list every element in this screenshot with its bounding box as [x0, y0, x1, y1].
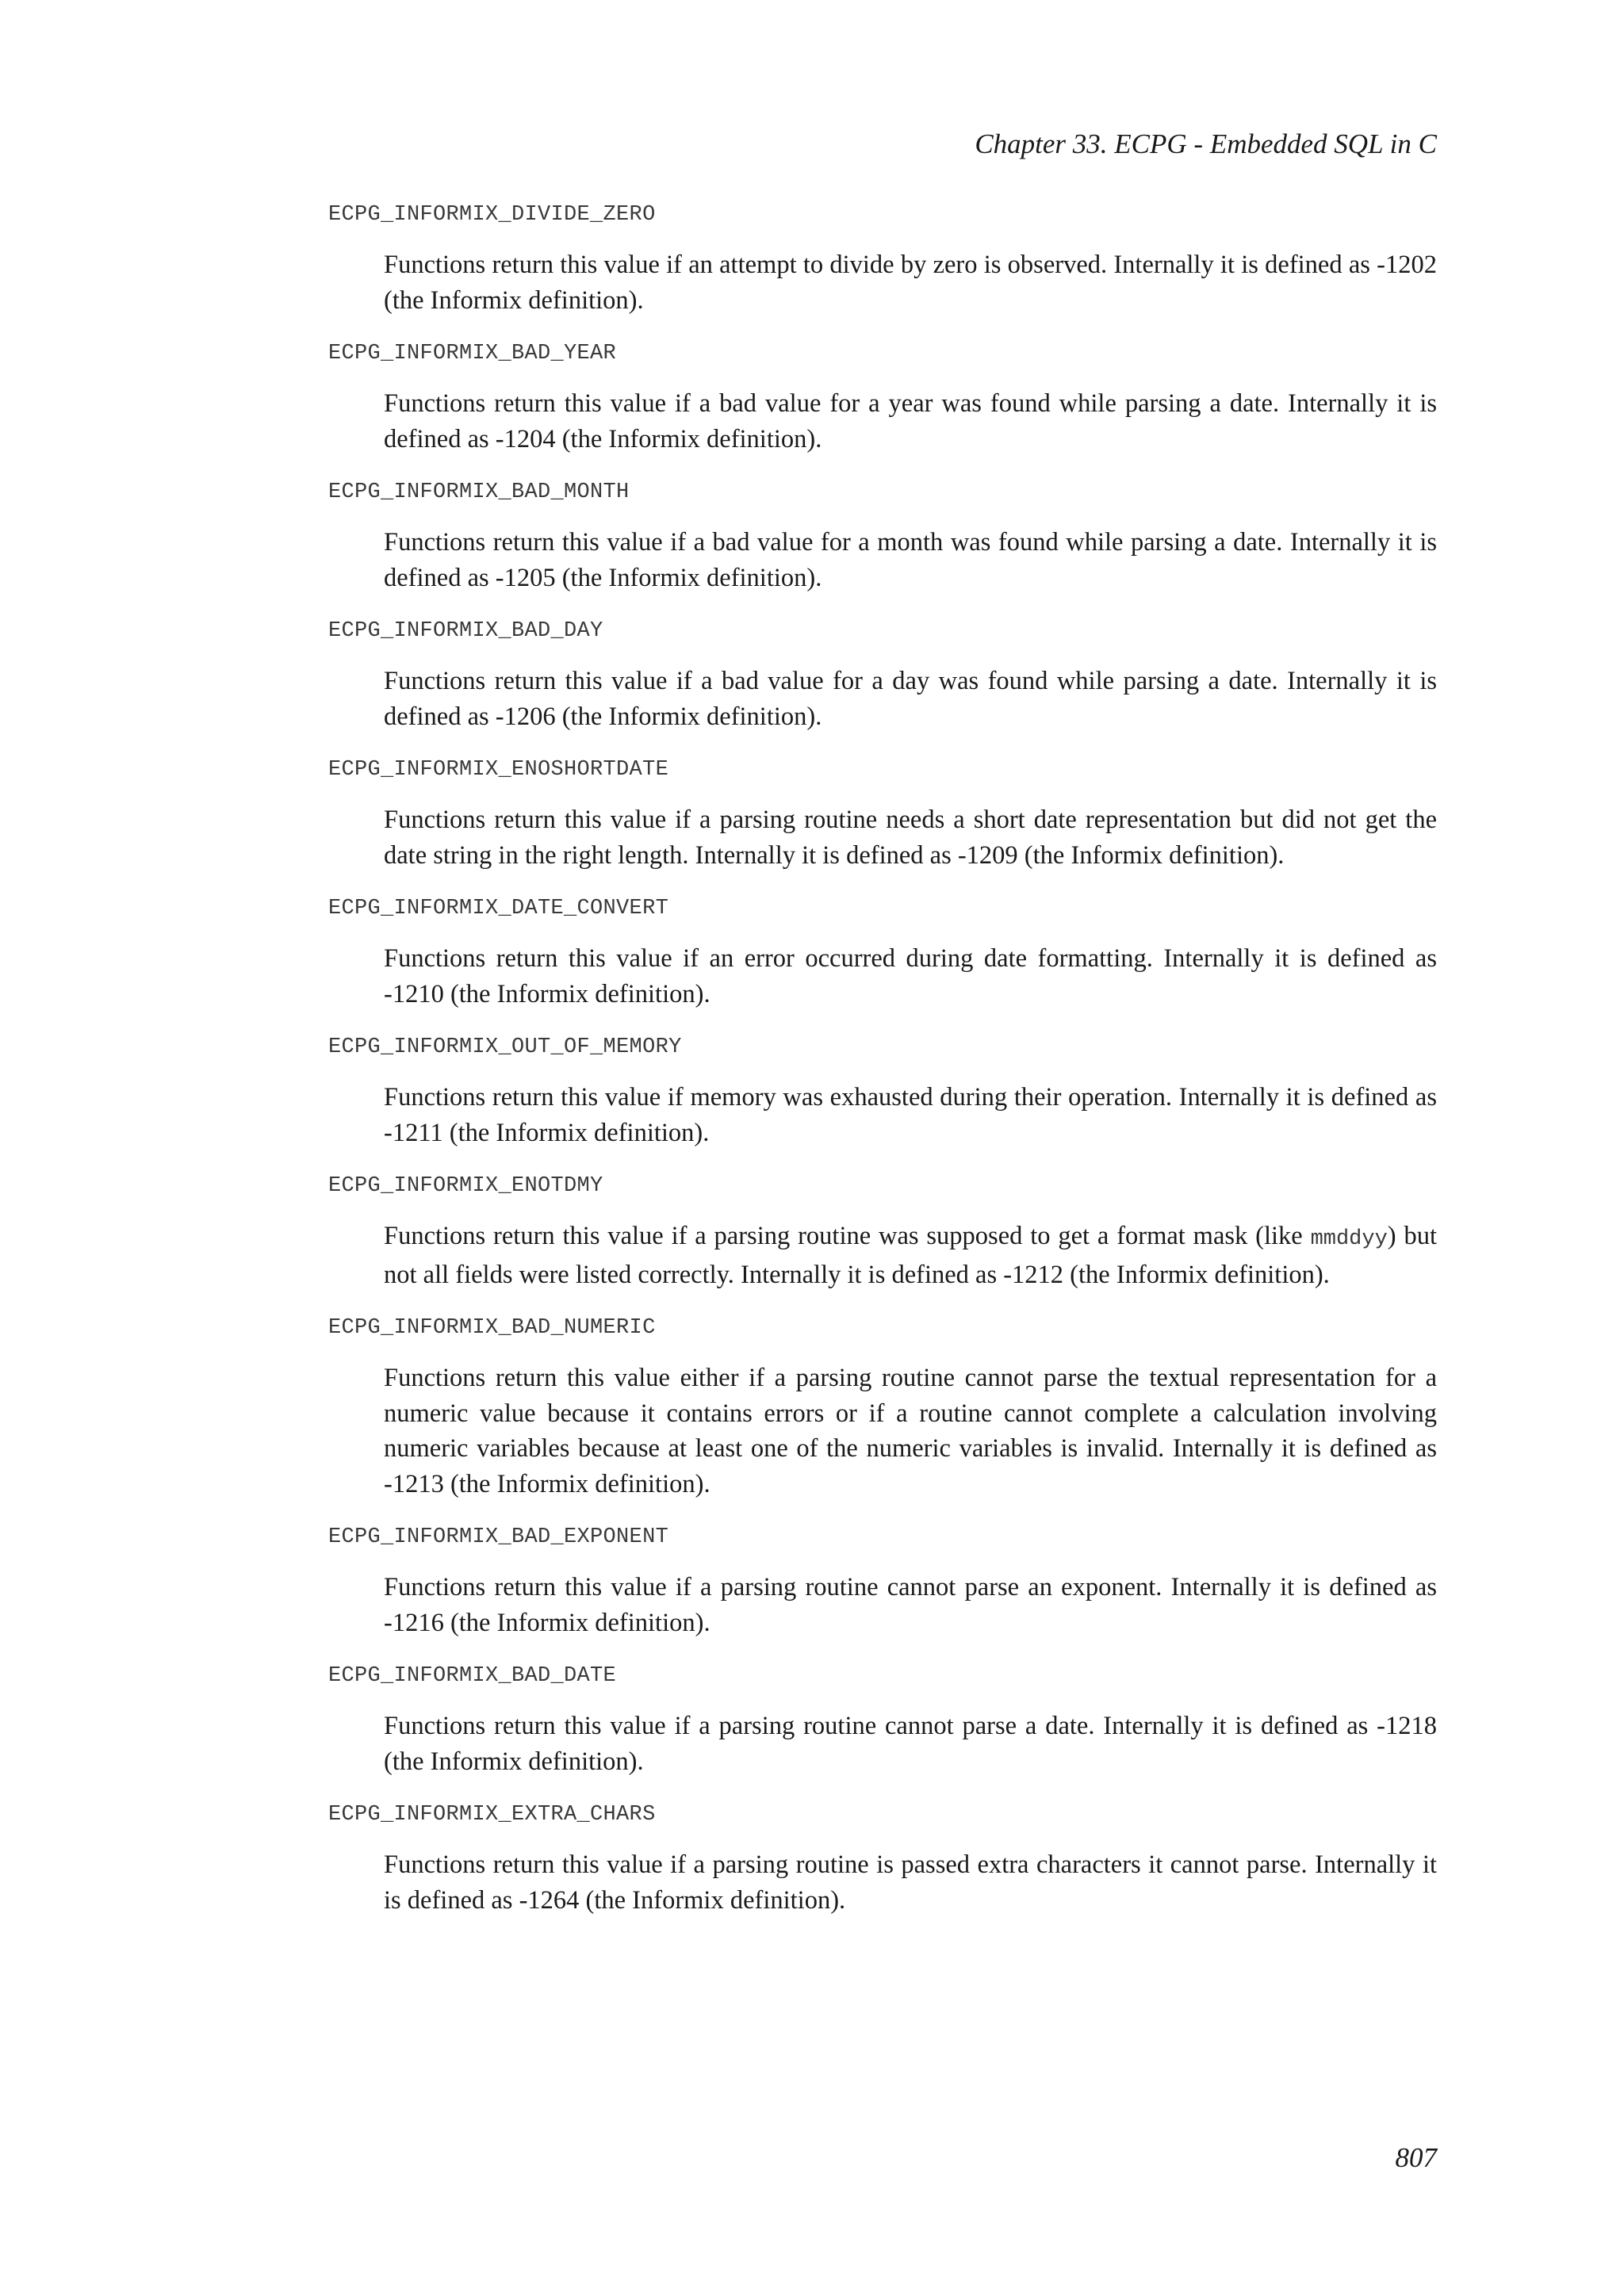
constant-name: ECPG_INFORMIX_BAD_MONTH — [328, 480, 630, 504]
list-item — [328, 477, 1437, 595]
constant-description: Functions return this value if a bad value for a year was found while parsing a date. Internally it is defined as -1204 (the Informix definition). — [384, 389, 1437, 453]
constant-description: Functions return this value if memory was exhausted during their operation. Internally it is defined as -1211 (the Informix definition). — [384, 1083, 1437, 1147]
list-item — [328, 1661, 1437, 1779]
constant-name: ECPG_INFORMIX_ENOTDMY — [328, 1174, 603, 1198]
constant-description: Functions return this value if a parsing routine is passed extra characters it cannot parse. Internally it is defined as -1264 (the Informix definition). — [384, 1850, 1437, 1915]
constant-name: ECPG_INFORMIX_DATE_CONVERT — [328, 897, 669, 920]
list-item — [328, 339, 1437, 457]
format-mask-code: mmddyy — [1310, 1227, 1388, 1251]
constant-description: Functions return this value if a parsing routine cannot parse an exponent. Internally it is defined as -1216 (the Informix definition). — [384, 1573, 1437, 1637]
definition-list — [328, 200, 1437, 1938]
list-item — [328, 1032, 1437, 1150]
list-item — [328, 1313, 1437, 1502]
constant-description: Functions return this value if an error occurred during date formatting. Internally it is defined as -1210 (the Informix definition). — [384, 944, 1437, 1008]
list-item — [328, 1522, 1437, 1640]
running-header: Chapter 33. ECPG - Embedded SQL in C — [975, 128, 1437, 159]
list-item — [328, 894, 1437, 1012]
constant-name: ECPG_INFORMIX_BAD_YEAR — [328, 342, 617, 365]
constant-name: ECPG_INFORMIX_OUT_OF_MEMORY — [328, 1035, 682, 1059]
constant-name: ECPG_INFORMIX_BAD_DAY — [328, 619, 603, 643]
constant-name: ECPG_INFORMIX_BAD_EXPONENT — [328, 1525, 669, 1549]
page-number: 807 — [1395, 2142, 1437, 2173]
constant-name: ECPG_INFORMIX_BAD_DATE — [328, 1664, 617, 1688]
constant-description: Functions return this value if an attempt to divide by zero is observed. Internally it is defined as -1202 (the Informix definition). — [384, 251, 1437, 315]
description-text: Functions return this value if a parsing routine was supposed to get a format mask (like — [384, 1222, 1311, 1250]
description-text: ) but not all fields were listed correctly. Internally it is defined as -1212 (the Informix definition). — [384, 1222, 1437, 1289]
list-item — [328, 755, 1437, 873]
constant-name: ECPG_INFORMIX_DIVIDE_ZERO — [328, 203, 656, 227]
constant-description: Functions return this value either if a parsing routine cannot parse the textual representation for a numeric value because it contains errors or if a routine cannot complete a calculation involving numeric variables because at least one of the numeric variables is invalid. Internally it is defined as -1213 (the Informix definition). — [384, 1364, 1437, 1498]
list-item — [328, 616, 1437, 734]
list-item — [328, 200, 1437, 318]
list-item — [328, 1171, 1437, 1292]
list-item — [328, 1800, 1437, 1918]
constant-name: ECPG_INFORMIX_EXTRA_CHARS — [328, 1803, 656, 1827]
constant-description: Functions return this value if a bad value for a month was found while parsing a date. Internally it is defined as -1205 (the Informix definition). — [384, 528, 1437, 592]
constant-description: Functions return this value if a bad value for a day was found while parsing a date. Internally it is defined as -1206 (the Informix definition). — [384, 667, 1437, 731]
constant-description — [384, 1219, 1437, 1292]
constant-name: ECPG_INFORMIX_BAD_NUMERIC — [328, 1316, 656, 1340]
constant-description: Functions return this value if a parsing routine cannot parse a date. Internally it is defined as -1218 (the Informix definition). — [384, 1712, 1437, 1776]
constant-name: ECPG_INFORMIX_ENOSHORTDATE — [328, 758, 669, 782]
constant-description: Functions return this value if a parsing routine needs a short date representation but did not get the date string in the right length. Internally it is defined as -1209 (the Informix definition). — [384, 806, 1437, 870]
